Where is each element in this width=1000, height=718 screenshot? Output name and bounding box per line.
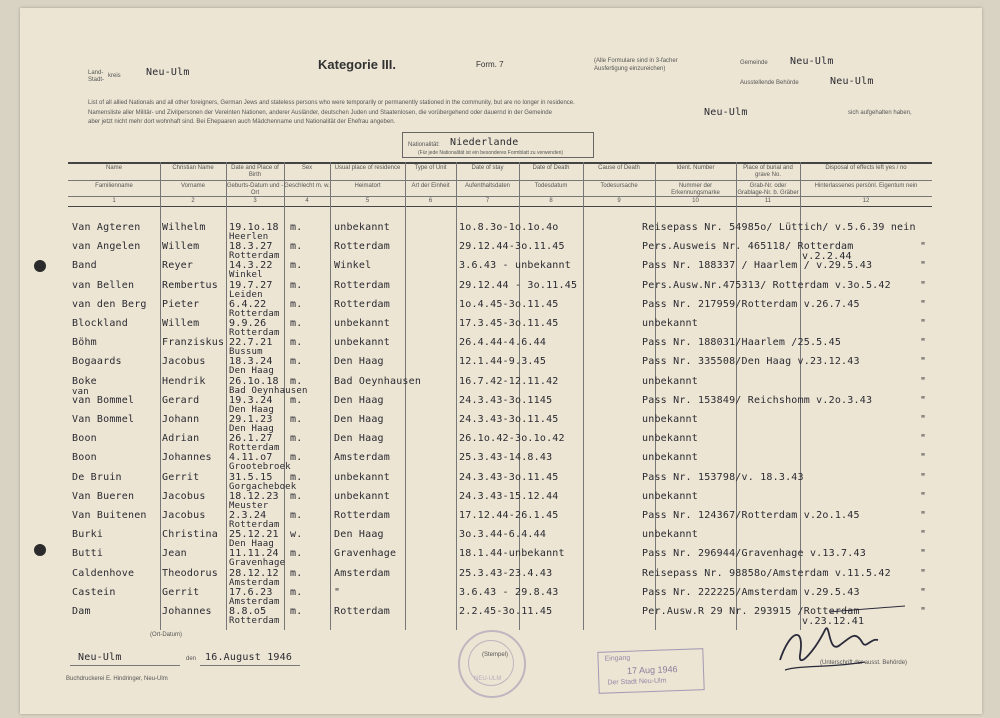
cell-first-name: Willem xyxy=(162,318,200,329)
column-number: 4 xyxy=(305,198,309,204)
cell-birth-date: 14.3.22 xyxy=(229,260,273,272)
cell-family-name: Dam xyxy=(72,606,91,617)
column-header-de: Geschlecht m. w. xyxy=(284,183,330,189)
land-label: Land- xyxy=(88,70,104,76)
cell-effects-mark: " xyxy=(920,414,927,425)
cell-family-name: Butti xyxy=(72,548,104,560)
cell-residence: Den Haag xyxy=(334,356,384,368)
cell-stay-dates: 3.6.43 - unbekannt xyxy=(459,260,571,272)
table-row xyxy=(0,356,1000,376)
cell-ident: Pass Nr. 124367/Rotterdam v.2o.1.45 xyxy=(642,510,860,521)
cell-stay-dates: 24.3.43-3o.1145 xyxy=(459,394,553,406)
column-number: 3 xyxy=(253,198,257,204)
cell-residence: Amsterdam xyxy=(334,567,390,579)
footer-stamp-note: (Stempel) xyxy=(482,652,509,658)
column-header-en: Date of stay xyxy=(471,165,504,171)
cell-first-name: Reyer xyxy=(162,260,194,272)
cell-first-name: Johannes xyxy=(162,452,212,464)
cell-residence: Den Haag xyxy=(334,433,384,445)
cell-stay-dates: 25.3.43-14.8.43 xyxy=(459,452,553,464)
top-note-1: (Alle Formulare sind in 3-facher xyxy=(594,58,678,64)
cell-birth-date: 25.12.21 xyxy=(229,529,279,541)
cell-birth-date: 19.3.24 xyxy=(229,394,273,406)
cell-ident: unbekannt xyxy=(642,433,698,445)
cell-ident: Reisepass Nr. 98858o/Amsterdam v.11.5.42 xyxy=(642,567,891,579)
cell-effects-mark: " xyxy=(920,375,927,387)
cell-sex: m. xyxy=(290,222,303,233)
column-header-de: Todesursache xyxy=(600,183,638,189)
nationality-value: Niederlande xyxy=(450,137,519,148)
cell-stay-dates: 26.4.44-4.6.44 xyxy=(459,337,547,349)
cell-ident: Pers.Ausw.Nr.475313/ Rotterdam v.3o.5.42 xyxy=(642,279,891,291)
number-row-line xyxy=(68,206,932,207)
column-number: 8 xyxy=(549,198,553,204)
cell-sex: m. xyxy=(290,490,303,502)
cell-first-name: Johannes xyxy=(162,606,212,617)
cell-stay-dates: 24.3.43-3o.11.45 xyxy=(459,471,559,483)
cell-sex: m. xyxy=(290,510,303,521)
table-row xyxy=(0,222,1000,242)
cell-stay-dates: 16.7.42-12.11.42 xyxy=(459,375,559,387)
cell-first-name: Willem xyxy=(162,241,200,253)
signature xyxy=(770,600,910,680)
cell-ident: Pass Nr. 222225/Amsterdam v.29.5.43 xyxy=(642,586,860,598)
cell-first-name: Rembertus xyxy=(162,279,218,291)
column-header-de: Grab-Nr. oder Grablage-Nr. b. Gräber xyxy=(737,183,799,196)
intro-german-2: aber jetzt nicht mehr dort wohnhaft sind. Bei Ehepaaren auch Mädchenname und Nationalität der Ehefrau angeben. xyxy=(88,119,396,125)
intro-english: List of all allied Nationals and all other foreigners, German Jews and stateless persons who were temporarily or permanently stationed in the community, but are no longer in residence. xyxy=(88,100,575,106)
behoerde-value: Neu-Ulm xyxy=(830,76,874,87)
intro-german-value: Neu-Ulm xyxy=(704,107,748,118)
table-row xyxy=(0,337,1000,357)
column-header-de: Geburts-Datum und -Ort xyxy=(226,183,284,196)
table-top-line xyxy=(68,162,932,164)
cell-family-name: Van Bommel xyxy=(72,414,135,425)
column-header-de: Vorname xyxy=(180,183,205,189)
cell-ident: Pass Nr. 335508/Den Haag v.23.12.43 xyxy=(642,356,860,368)
column-header-en: Date of Death xyxy=(532,165,570,171)
cell-residence: Winkel xyxy=(334,260,372,272)
table-row xyxy=(0,491,1000,511)
cell-birth-date: 17.6.23 xyxy=(229,586,273,598)
cell-sex: m. xyxy=(290,606,303,617)
cell-ident: unbekannt xyxy=(642,452,698,464)
cell-sex: m. xyxy=(290,318,303,329)
cell-effects-mark: " xyxy=(920,510,927,521)
cell-birth-date: 18.3.27 xyxy=(229,241,273,253)
cell-effects-mark: " xyxy=(920,356,927,368)
header-bottom-line xyxy=(68,196,932,197)
cell-residence: Den Haag xyxy=(334,414,384,425)
cell-family-name: Castein xyxy=(72,586,116,598)
cell-birth-place: Heerlen xyxy=(229,232,269,242)
cell-stay-dates: 17.3.45-3o.11.45 xyxy=(459,318,559,329)
table-row xyxy=(0,433,1000,453)
cell-ident: Reisepass Nr. 54985o/ Lüttich/ v.5.6.39 nein xyxy=(642,222,916,233)
cell-birth-date: 19.1o.18 xyxy=(229,222,279,233)
round-seal xyxy=(458,630,526,698)
cell-sex: m. xyxy=(290,356,303,368)
cell-birth-date: 18.12.23 xyxy=(229,490,279,502)
cell-family-name: Blockland xyxy=(72,318,128,329)
cell-stay-dates: 18.1.44-unbekannt xyxy=(459,548,565,560)
table-row xyxy=(0,241,1000,261)
cell-sex: m. xyxy=(290,337,303,349)
cell-first-name: Christina xyxy=(162,529,218,541)
cell-family-name: Boon xyxy=(72,452,97,464)
cell-first-name: Adrian xyxy=(162,433,200,445)
received-stamp-line1: Eingang xyxy=(604,654,631,663)
cell-effects-mark: " xyxy=(920,433,927,445)
cell-residence: " xyxy=(334,586,341,598)
cell-residence: Rotterdam xyxy=(334,510,390,521)
cell-family-name: van Angelen xyxy=(72,241,141,253)
cell-family-name: van Bellen xyxy=(72,279,135,291)
cell-effects-mark: " xyxy=(920,490,927,502)
cell-ident: Pass Nr. 188031/Haarlem /25.5.45 xyxy=(642,337,842,349)
cell-effects-mark: " xyxy=(920,529,927,541)
cell-birth-place: Gorgacheboek xyxy=(229,481,297,492)
cell-sex: m. xyxy=(290,548,303,560)
table-row xyxy=(0,472,1000,492)
column-header-en: Ident. Number xyxy=(676,165,715,171)
table-row xyxy=(0,280,1000,300)
footer-place: Neu-Ulm xyxy=(78,652,122,663)
cell-stay-dates: 29.12.44-3o.11.45 xyxy=(459,241,565,253)
cell-first-name: Johann xyxy=(162,414,200,425)
footer-place-note: (Ort-Datum) xyxy=(150,632,182,638)
cell-ident: unbekannt xyxy=(642,414,698,425)
cell-ident: Pass Nr. 153798/v. 18.3.43 xyxy=(642,471,804,483)
cell-birth-date: 29.1.23 xyxy=(229,414,273,425)
column-number: 5 xyxy=(365,198,370,204)
column-number: 7 xyxy=(485,198,490,204)
cell-birth-place: Bad Oeynhausen xyxy=(229,385,308,396)
column-number: 6 xyxy=(428,198,433,204)
column-number: 10 xyxy=(692,198,699,204)
column-number: 9 xyxy=(617,198,621,204)
cell-stay-dates: 1o.4.45-3o.11.45 xyxy=(459,298,559,310)
cell-family-name: van Bommel xyxy=(72,394,135,406)
cell-first-name: Gerard xyxy=(162,394,200,406)
cell-birth-place: Amsterdam xyxy=(229,577,280,588)
footer-signature-note: (Unterschrift der ausst. Behörde) xyxy=(820,660,908,666)
cell-effects-mark: " xyxy=(920,452,927,464)
cell-residence: Bad Oeynhausen xyxy=(334,375,422,387)
column-header-en: Date and Place of Birth xyxy=(231,165,279,178)
footer-date: 16.August 1946 xyxy=(205,652,293,663)
cell-ident-line2: v.2.2.44 xyxy=(802,251,852,263)
cell-sex: m. xyxy=(290,452,303,464)
cell-birth-place: Winkel xyxy=(229,270,263,281)
cell-ident: Pass Nr. 153849/ Reichshomm v.2o.3.43 xyxy=(642,394,873,406)
cell-stay-dates: 3o.3.44-6.4.44 xyxy=(459,529,547,541)
footer-den: den xyxy=(186,656,197,662)
cell-effects-mark: " xyxy=(920,394,927,406)
cell-stay-dates: 17.12.44-26.1.45 xyxy=(459,510,559,521)
intro-german-1b: sich aufgehalten haben, xyxy=(848,110,912,116)
cell-ident: Per.Ausw.R 29 Nr. 293915 /Rotterdam xyxy=(642,606,860,617)
cell-family-name: Van Buitenen xyxy=(72,510,147,521)
column-header-en: Sex xyxy=(301,165,313,171)
footer-date-line xyxy=(200,665,300,666)
cell-stay-dates: 29.12.44 - 3o.11.45 xyxy=(459,279,578,291)
cell-birth-date: 28.12.12 xyxy=(229,567,279,579)
cell-residence: Rotterdam xyxy=(334,606,390,617)
cell-birth-date: 8.8.o5 xyxy=(229,606,267,617)
cell-birth-place: Den Haag xyxy=(229,366,274,377)
cell-birth-place: Gravenhage xyxy=(229,558,286,569)
cell-ident: unbekannt xyxy=(642,375,698,387)
cell-birth-date: 6.4.22 xyxy=(229,298,267,310)
cell-ident: unbekannt xyxy=(642,490,698,502)
cell-birth-place: Rotterdam xyxy=(229,443,280,454)
column-header-en: Disposal of effects left yes / no xyxy=(825,165,907,171)
column-header-de: Hinterlassenes persönl. Eigentum nein xyxy=(814,183,918,189)
cell-birth-place: Rotterdam xyxy=(229,308,280,319)
cell-stay-dates: 1o.8.3o-1o.1o.4o xyxy=(459,222,559,233)
top-note-2: Ausfertigung einzureichen) xyxy=(594,66,666,72)
cell-stay-dates: 25.3.43-23.4.43 xyxy=(459,567,553,579)
table-row xyxy=(0,299,1000,319)
cell-ident: unbekannt xyxy=(642,529,698,541)
form-number: Form. 7 xyxy=(476,60,504,69)
cell-birth-place: Den Haag xyxy=(229,404,274,415)
cell-family-name: Böhm xyxy=(72,337,97,349)
cell-family-name: Band xyxy=(72,260,97,272)
cell-sex: m. xyxy=(290,279,303,291)
cell-sex: m. xyxy=(290,375,303,387)
cell-residence: unbekannt xyxy=(334,490,390,502)
gemeinde-value: Neu-Ulm xyxy=(790,56,834,67)
cell-birth-date: 26.1.27 xyxy=(229,433,273,445)
cell-ident: Pass Nr. 296944/Gravenhage v.13.7.43 xyxy=(642,548,866,560)
cell-sex: w. xyxy=(290,529,303,541)
cell-birth-date: 26.1o.18 xyxy=(229,375,279,387)
cell-birth-date: 22.7.21 xyxy=(229,337,273,349)
cell-first-name: Jean xyxy=(162,548,187,560)
cell-ident: Pers.Ausweis Nr. 465118/ Rotterdam xyxy=(642,241,854,253)
column-number: 11 xyxy=(764,198,772,204)
cell-first-name: Gerrit xyxy=(162,471,200,483)
stadt-label: Stadt- xyxy=(88,77,105,83)
cell-family-name: Van Bueren xyxy=(72,490,135,502)
kreis-value: Neu-Ulm xyxy=(146,67,190,78)
kreis-label: kreis xyxy=(108,73,121,79)
cell-stay-dates: 24.3.43-15.12.44 xyxy=(459,490,559,502)
table-row xyxy=(0,318,1000,338)
column-header-en: Usual place of residence xyxy=(334,165,401,171)
cell-family-name: De Bruin xyxy=(72,471,122,483)
table-row xyxy=(0,376,1000,396)
cell-residence: unbekannt xyxy=(334,318,390,329)
intro-german-1: Namensliste aller Militär- und Zivilpersonen der Vereinten Nationen, anderer Ausländer, deutschen Juden und Staatenlosen, die vorübergehend oder dauernd in der Gemeinde xyxy=(88,110,552,116)
cell-birth-date: 19.7.27 xyxy=(229,279,273,291)
cell-birth-place: Rotterdam xyxy=(229,328,280,338)
cell-sex: m. xyxy=(290,567,303,579)
column-header-de: Art der Einheit xyxy=(411,183,450,189)
cell-name-prefix: van xyxy=(72,386,89,397)
cell-residence: unbekannt xyxy=(334,222,390,233)
cell-first-name: Jacobus xyxy=(162,356,206,368)
cell-effects-mark: " xyxy=(920,606,927,617)
column-number: 12 xyxy=(862,198,870,204)
table-row xyxy=(0,529,1000,549)
table-row xyxy=(0,510,1000,530)
column-header-en: Christian Name xyxy=(172,165,214,171)
column-number: 1 xyxy=(112,198,116,204)
column-header-en: Name xyxy=(105,165,122,171)
column-header-de: Familienname xyxy=(95,183,133,189)
footer-printer: Buchdruckerei E. Hindringer, Neu-Ulm xyxy=(66,676,168,682)
cell-first-name: Wilhelm xyxy=(162,222,206,233)
cell-residence: Amsterdam xyxy=(334,452,390,464)
cell-birth-date: 4.11.o7 xyxy=(229,452,273,464)
cell-birth-date: 9.9.26 xyxy=(229,318,267,329)
footer-place-line xyxy=(70,665,180,666)
cell-family-name: Caldenhove xyxy=(72,567,135,579)
cell-first-name: Hendrik xyxy=(162,375,206,387)
table-row xyxy=(0,452,1000,472)
header-mid-line xyxy=(68,180,932,181)
table-row xyxy=(0,568,1000,588)
cell-birth-date: 2.3.24 xyxy=(229,510,267,521)
cell-residence: Den Haag xyxy=(334,394,384,406)
cell-effects-mark: " xyxy=(920,279,927,291)
column-header-en: Type of Unit xyxy=(414,165,447,171)
round-seal-text: NEU-ULM xyxy=(474,676,502,682)
cell-first-name: Theodorus xyxy=(162,567,218,579)
form-title: Kategorie III. xyxy=(318,57,397,72)
cell-birth-place: Amsterdam xyxy=(229,596,280,607)
cell-effects-mark: " xyxy=(920,241,927,253)
cell-residence: Rotterdam xyxy=(334,279,390,291)
column-number: 2 xyxy=(191,198,195,204)
cell-effects-mark: " xyxy=(920,548,927,560)
cell-birth-place: Den Haag xyxy=(229,539,274,550)
nationality-note: (Für jede Nationalität ist ein besonderes Formblatt zu verwenden) xyxy=(418,150,564,156)
received-stamp-line3: Der Stadt Neu-Ulm xyxy=(607,677,667,687)
cell-effects-mark: " xyxy=(920,318,927,329)
cell-residence: unbekannt xyxy=(334,471,390,483)
cell-stay-dates: 3.6.43 - 29.8.43 xyxy=(459,586,559,598)
column-header-en: Cause of Death xyxy=(598,165,640,171)
gemeinde-label: Gemeinde xyxy=(740,60,768,66)
cell-residence: Gravenhage xyxy=(334,548,397,560)
column-header-de: Heimatort xyxy=(354,183,381,189)
cell-residence: unbekannt xyxy=(334,337,390,349)
cell-effects-mark: " xyxy=(920,298,927,310)
cell-residence: Den Haag xyxy=(334,529,384,541)
cell-sex: m. xyxy=(290,394,303,406)
cell-family-name: van den Berg xyxy=(72,298,147,310)
cell-first-name: Franziskus xyxy=(162,337,225,349)
cell-birth-date: 18.3.24 xyxy=(229,356,273,368)
cell-ident: unbekannt xyxy=(642,318,698,329)
column-header-de: Nummer der Erkennungsmarke xyxy=(671,183,720,196)
cell-ident: Pass Nr. 217959/Rotterdam v.26.7.45 xyxy=(642,298,860,310)
cell-first-name: Pieter xyxy=(162,298,200,310)
cell-residence: Rotterdam xyxy=(334,241,390,253)
cell-birth-place: Leiden xyxy=(229,289,263,300)
cell-sex: m. xyxy=(290,586,303,598)
column-header-en: Place of burial and grave No. xyxy=(743,165,793,178)
cell-ident-line2: v.23.12.41 xyxy=(802,616,865,627)
received-stamp-line2: 17 Aug 1946 xyxy=(626,664,678,676)
cell-birth-date: 31.5.15 xyxy=(229,471,273,483)
cell-first-name: Jacobus xyxy=(162,510,206,521)
cell-family-name: Boke xyxy=(72,375,97,387)
cell-stay-dates: 2.2.45-3o.11.45 xyxy=(459,606,553,617)
cell-sex: m. xyxy=(290,260,303,272)
cell-sex: m. xyxy=(290,241,303,253)
cell-birth-place: Rotterdam xyxy=(229,520,280,530)
cell-birth-place: Grootebroek xyxy=(229,462,291,473)
cell-family-name: Burki xyxy=(72,529,104,541)
cell-birth-place: Meuster xyxy=(229,500,269,511)
cell-stay-dates: 24.3.43-3o.11.45 xyxy=(459,414,559,425)
cell-stay-dates: 12.1.44-9.3.45 xyxy=(459,356,547,368)
cell-family-name: Boon xyxy=(72,433,97,445)
cell-sex: m. xyxy=(290,433,303,445)
cell-birth-place: Rotterdam xyxy=(229,616,280,626)
cell-sex: m. xyxy=(290,298,303,310)
table-row xyxy=(0,548,1000,568)
cell-effects-mark: " xyxy=(920,260,927,272)
cell-birth-date: 11.11.24 xyxy=(229,548,279,560)
cell-effects-mark: " xyxy=(920,337,927,349)
cell-birth-place: Den Haag xyxy=(229,424,274,434)
cell-ident: Pass Nr. 188337 / Haarlem / v.29.5.43 xyxy=(642,260,873,272)
table-row xyxy=(0,260,1000,280)
received-stamp xyxy=(597,648,704,694)
column-header-de: Todesdatum xyxy=(534,183,568,189)
nationality-label: Nationalität: xyxy=(408,142,440,148)
cell-first-name: Gerrit xyxy=(162,586,200,598)
cell-family-name: Bogaards xyxy=(72,356,122,368)
cell-residence: Rotterdam xyxy=(334,298,390,310)
cell-birth-place: Bussum xyxy=(229,347,263,358)
column-header-de: Aufenthaltsdaten xyxy=(464,183,511,189)
behoerde-label: Ausstellende Behörde xyxy=(740,80,799,86)
cell-stay-dates: 26.1o.42-3o.1o.42 xyxy=(459,433,565,445)
cell-effects-mark: " xyxy=(920,567,927,579)
cell-family-name: Van Agteren xyxy=(72,222,141,233)
cell-birth-place: Rotterdam xyxy=(229,251,280,262)
cell-effects-mark: " xyxy=(920,471,927,483)
cell-sex: m. xyxy=(290,414,303,425)
table-row xyxy=(0,414,1000,434)
cell-effects-mark: " xyxy=(920,586,927,598)
cell-first-name: Jacobus xyxy=(162,490,206,502)
cell-sex: m. xyxy=(290,471,303,483)
